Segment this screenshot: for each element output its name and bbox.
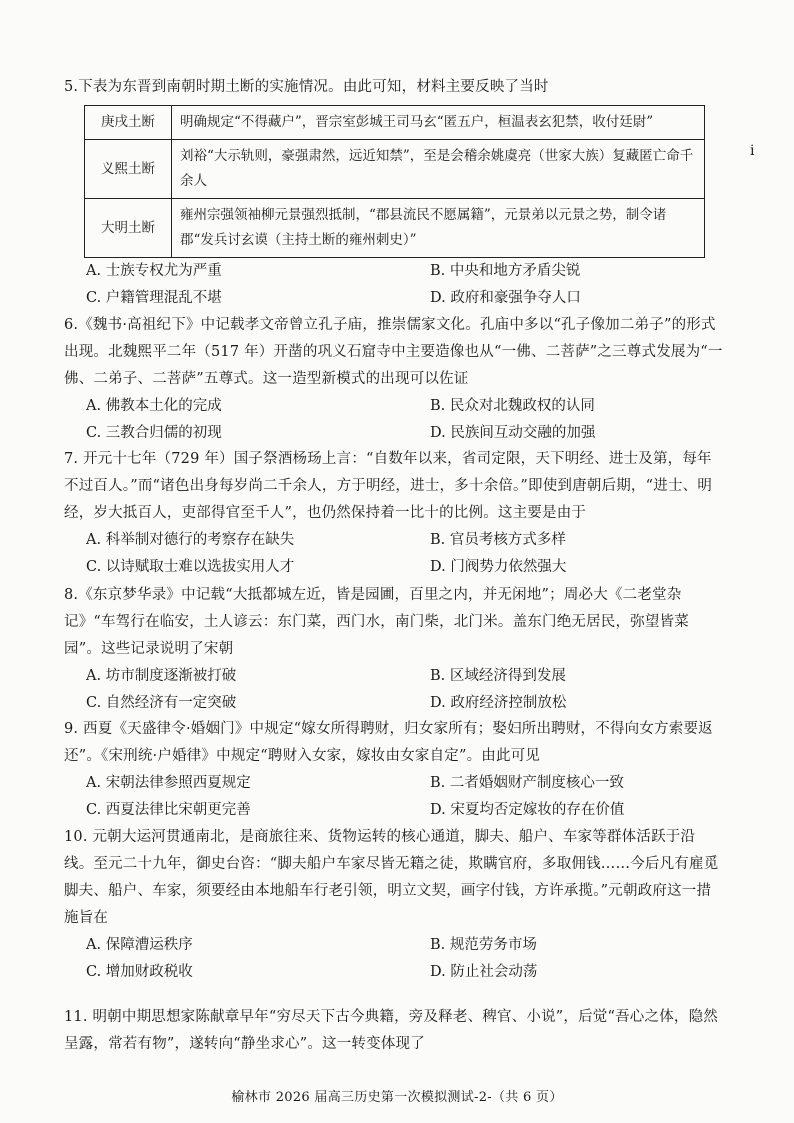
option-b[interactable]: B. 官员考核方式多样	[430, 532, 566, 548]
question-11	[64, 1004, 724, 1058]
question-7-stem: 7. 开元十七年（729 年）国子祭酒杨玚上言：“自数年以来，省司定限，天下明经、进士及第，每年不过百人。”而“诸色出身每岁尚二千余人，方于明经，进士，多十余倍。”即使到唐朝后期，“进士、明经，岁大抵百人，吏部得官至千人”，也仍然保持着一比十的比例。这主要是由于	[64, 451, 713, 521]
option-b[interactable]: B. 区域经济得到发展	[430, 668, 566, 684]
table-cell-name: 大明土断	[85, 199, 172, 258]
table-row	[85, 140, 705, 199]
table-row	[85, 199, 705, 258]
option-d[interactable]: D. 门阀势力依然强大	[430, 559, 567, 575]
option-a[interactable]: A. 宋朝法律参照西夏规定	[86, 775, 251, 791]
table-row	[85, 106, 705, 140]
option-a[interactable]: A. 科举制对德行的考察存在缺失	[86, 532, 295, 548]
table-cell-content: 明确规定“不得藏户”，晋宗室彭城王司马玄“匿五户，桓温表玄犯禁，收付廷尉”	[172, 106, 705, 140]
question-5	[64, 74, 724, 101]
table-cell-name: 庚戌土断	[85, 106, 172, 140]
option-d[interactable]: D. 民族间互动交融的加强	[430, 425, 596, 441]
table-cell-content: 雍州宗强领袖柳元景强烈抵制，“郡县流民不愿属籍”，元景弟以元景之势，制令诸郡“发兵讨玄谟（主持土断的雍州刺史）”	[172, 199, 705, 258]
option-d[interactable]: D. 政府经济控制放松	[430, 695, 567, 711]
question-6	[64, 312, 724, 447]
question-9	[64, 716, 724, 824]
option-a[interactable]: A. 士族专权尤为严重	[86, 263, 222, 279]
option-c[interactable]: C. 以诗赋取士难以选拔实用人才	[86, 559, 295, 575]
option-c[interactable]: C. 自然经济有一定突破	[86, 695, 237, 711]
question-11-stem: 11. 明朝中期思想家陈献章早年“穷尽天下古今典籍，旁及释老、稗官、小说”，后觉“吾心之体，隐然呈露，常若有物”，遂转向“静坐求心”。这一转变体现了	[64, 1009, 719, 1052]
option-b[interactable]: B. 中央和地方矛盾尖锐	[430, 263, 581, 279]
question-10-stem: 10. 元朝大运河贯通南北，是商旅往来、货物运转的核心通道，脚夫、船户、车家等群体活跃于沿线。至元二十九年，御史台咨：“脚夫船户车家尽皆无籍之徒，欺瞒官府，多取佣钱……今后凡有雇觅脚夫、船户、车家，须要经由本地船车行老引领，明立文契，画字付钱，方许承揽。”元朝政府这一措施旨在	[64, 829, 719, 926]
question-5-stem: 5.下表为东晋到南朝时期土断的实施情况。由此可知，材料主要反映了当时	[64, 79, 549, 95]
table-cell-content: 刘裕“大示轨则，豪强肃然，远近知禁”，至是会稽余姚虞亮（世家大族）复藏匿亡命千余人	[172, 140, 705, 199]
option-a[interactable]: A. 佛教本土化的完成	[86, 398, 222, 414]
question-10	[64, 824, 724, 986]
question-7	[64, 446, 724, 581]
question-6-stem: 6.《魏书·高祖纪下》中记载孝文帝曾立孔子庙，推崇儒家文化。孔庙中多以“孔子像加二弟子”的形式出现。北魏熙平二年（517 年）开凿的巩义石窟寺中主要造像也从“一佛、二菩萨”之三尊式发展为“一佛、二弟子、二菩萨”五尊式。这一造型新模式的出现可以佐证	[64, 317, 723, 387]
page-footer: 榆林市 2026 届高三历史第一次模拟测试-2-（共 6 页）	[231, 1090, 563, 1105]
option-d[interactable]: D. 防止社会动荡	[430, 964, 538, 980]
option-c[interactable]: C. 增加财政税收	[86, 964, 193, 980]
option-c[interactable]: C. 户籍管理混乱不堪	[86, 290, 222, 306]
option-d[interactable]: D. 宋夏均否定嫁妆的存在价值	[430, 802, 625, 818]
question-5-options	[64, 258, 724, 312]
option-c[interactable]: C. 三教合归儒的初现	[86, 425, 222, 441]
option-c[interactable]: C. 西夏法律比宋朝更完善	[86, 802, 251, 818]
option-d[interactable]: D. 政府和豪强争夺人口	[430, 290, 581, 306]
question-9-stem: 9. 西夏《天盛律令·婚姻门》中规定“嫁女所得聘财，归女家所有；娶妇所出聘财，不得向女方索要返还”。《宋刑统·户婚律》中规定“聘财入女家，嫁妆由女家自定”。由此可见	[64, 721, 713, 764]
option-a[interactable]: A. 坊市制度逐渐被打破	[86, 668, 237, 684]
margin-mark: i	[750, 143, 755, 159]
tuduan-table	[84, 105, 705, 258]
question-8	[64, 582, 724, 717]
option-b[interactable]: B. 规范劳务市场	[430, 937, 537, 953]
question-8-stem: 8.《东京梦华录》中记载“大抵都城左近，皆是园圃，百里之内，并无闲地”；周必大《二老堂杂记》“车驾行在临安，土人谚云：东门菜，西门水，南门柴，北门米。盖东门绝无居民，弥望皆菜园”。这些记录说明了宋朝	[64, 587, 690, 657]
table-cell-name: 义熙土断	[85, 140, 172, 199]
option-a[interactable]: A. 保障漕运秩序	[86, 937, 193, 953]
option-b[interactable]: B. 民众对北魏政权的认同	[430, 398, 595, 414]
option-b[interactable]: B. 二者婚姻财产制度核心一致	[430, 775, 624, 791]
